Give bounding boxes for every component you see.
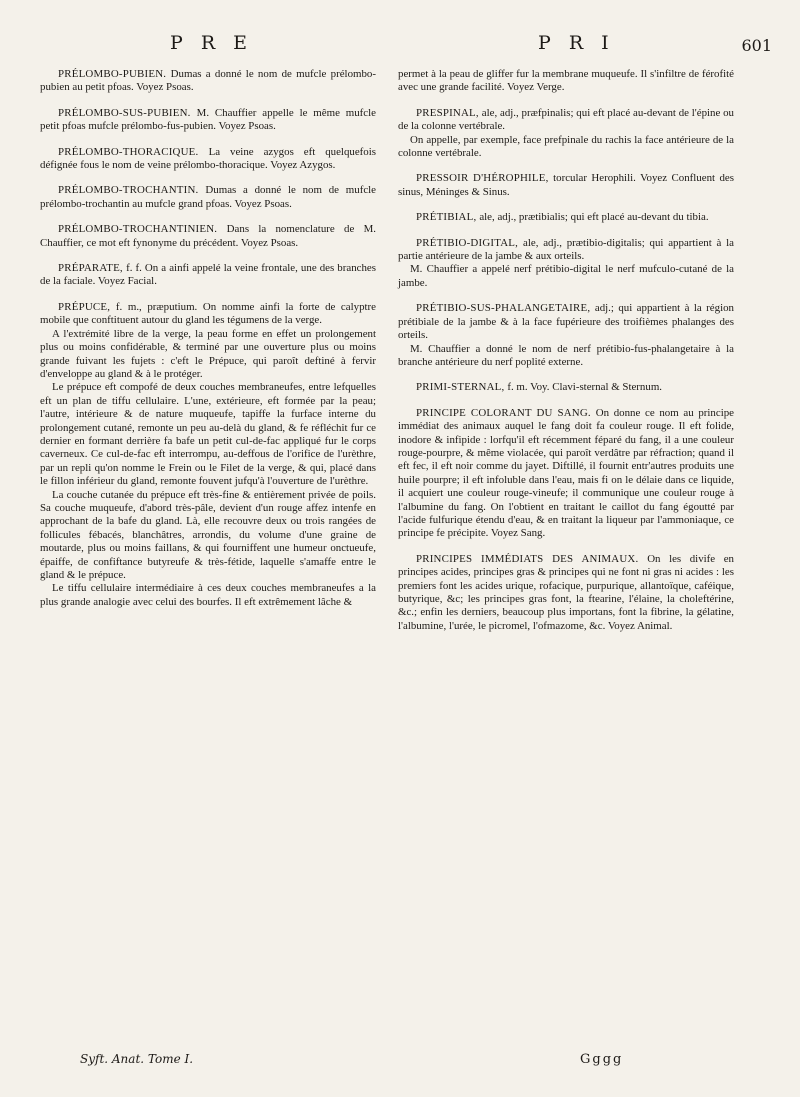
dictionary-entry (398, 237, 734, 291)
entry-text: ale, adj., præfpinalis; qui eft placé au-devant de l'épine ou de la colonne vertébrale. (398, 106, 734, 133)
entry-text: f. f. On a ainfi appelé la veine frontale, une des branches de la faciale. Voyez Facial. (40, 262, 377, 288)
left-column (40, 68, 376, 621)
entry-headword: PRÉLOMBO-SUS-PUBIEN. (58, 106, 197, 119)
entry-text: f. m. Voy. Clavi-sternal & Sternum. (507, 381, 663, 394)
entry-headword: PRÉPARATE, (58, 262, 127, 275)
entry-paragraph: M. Chauffier a donné le nom de nerf prétibio-fus-phalangetaire à la branche antérieure du nerf poplité externe. (398, 342, 734, 368)
entry-paragraph: M. Chauffier a appelé nerf prétibio-digital le nerf mufculo-cutané de la jambe. (398, 263, 734, 289)
entry-headword: PRÉLOMBO-TROCHANTIN. (58, 184, 206, 197)
entry-text: Dans la nomenclature de M. Chauffier, ce mot eft fynonyme du précédent. Voyez Psoas. (40, 223, 376, 249)
entry-paragraph: La couche cutanée du prépuce eft très-fine & entièrement privée de poils. Sa couche muqueufe, d'abord très-pâle, devient d'un rouge affez intenfe en approchant de la bafe du gland. Là, elle recouvre deux ou trois rangées de follicules fébacés, blanchâtres, arrondis, du volume d'une graine de moutarde, plus ou moins faillans, & qui fourniffent une humeur onctueufe, épaiffe, de confiftance butyreufe & très-fétide, laquelle s'amaffe entre le gland & le prépuce. (40, 488, 376, 581)
footer-sheet-mark: Gggg (580, 1052, 624, 1067)
entry-paragraph: Le prépuce eft compofé de deux couches membraneufes, entre lefquelles eft un plan de tiffu cellulaire. L'une, extérieure, eft formée par la peau; l'autre, intérieure & de nature muqueufe, tapiffe la furface interne du prolongement cutané, remonte un peu au-delà du gland, & fe réfléchit fur ce dernier en formant derrière fa bafe un petit cul-de-fac appliqué fur le corps caverneux. Ce cul-de-fac eft interrompu, au-deffous de l'orifice de l'urèthre, par un repli qu'on nomme le Frein ou le Filet de la verge, & qui, placé dans le fillon inférieur du gland, remonte fouvent jufqu'à l'ouverture de l'urèthre. (40, 381, 376, 488)
dictionary-entry (40, 184, 376, 211)
dictionary-entry (398, 68, 734, 95)
page-footer (60, 1052, 760, 1072)
dictionary-entry (398, 381, 734, 394)
entry-headword: PRÉPUCE, (58, 300, 116, 313)
dictionary-entry (40, 262, 376, 289)
entry-headword: PRINCIPES IMMÉDIATS DES ANIMAUX. (416, 552, 648, 565)
entry-text: Dumas a donné le nom de mufcle prélombo-pubien au petit pfoas. Voyez Psoas. (40, 68, 377, 94)
entry-headword: PRESPINAL, (416, 106, 482, 119)
entry-text: M. Chauffier appelle le même mufcle petit pfoas mufcle prélombo-fus-pubien. Voyez Psoas. (40, 106, 376, 133)
entry-headword: PRÉLOMBO-PUBIEN. (58, 68, 171, 80)
entry-text: On les divife en principes acides, principes gras & principes qui ne font ni gras ni acides : les premiers font les acides urique, rofacique, purpurique, allantoïque, caféique, butyrique, &c; les principes gras font, la ftearine, l'élaine, la choleftérine, &c.; enfin les derniers, beaucoup plus importans, font la fibrine, la gélatine, l'albumine, l'urée, le picromel, l'ofmazome, &c. Voyez Animal. (398, 552, 734, 632)
dictionary-entry (40, 68, 376, 95)
dictionary-entry (398, 553, 734, 633)
entry-paragraph: Le tiffu cellulaire intermédiaire à ces deux couches membraneufes a la plus grande analogie avec celui des bourfes. Il eft extrêmement lâche & (40, 582, 376, 608)
entry-text: ale, adj., prætibialis; qui eft placé au-devant du tibia. (479, 211, 709, 224)
footer-signature: Syft. Anat. Tome I. (80, 1052, 194, 1066)
dictionary-entry (40, 107, 376, 134)
page-number: 601 (741, 36, 772, 55)
entry-headword: PRÉLOMBO-THORACIQUE. (58, 145, 209, 158)
dictionary-entry (398, 302, 734, 369)
entry-text: La veine azygos eft quelquefois défignée fous le nom de veine prélombo-thoracique. Voyez Azygos. (40, 145, 377, 172)
running-header (60, 32, 772, 62)
dictionary-entry (398, 172, 734, 199)
entry-headword: PRÉTIBIO-DIGITAL, (416, 236, 524, 249)
entry-text: permet à la peau de gliffer fur la membrane muqueufe. Il s'infiltre de férofité avec une grande facilité. Voyez Verge. (398, 68, 734, 94)
entry-headword: PRIMI-STERNAL, (416, 381, 508, 394)
entry-text: adj.; qui appartient à la région prétibiale de la jambe & à la face fupérieure des troifièmes phalanges des orteils. (398, 302, 734, 342)
dictionary-entry (40, 301, 376, 609)
entry-text: torcular Herophili. Voyez Confluent des sinus, Méninges & Sinus. (398, 172, 734, 198)
entry-headword: PRÉTIBIAL, (416, 211, 480, 224)
entry-headword: PRÉLOMBO-TROCHANTINIEN. (58, 223, 227, 236)
entry-headword: PRINCIPE COLORANT DU SANG. (416, 406, 596, 419)
entry-paragraph: On appelle, par exemple, face prefpinale du rachis la face antérieure de la colonne vertébrale. (398, 133, 734, 160)
right-column (398, 68, 734, 645)
entry-text: Dumas a donné le nom de mufcle prélombo-trochantin au mufcle grand pfoas. Voyez Psoas. (40, 184, 377, 210)
entry-paragraph: A l'extrémité libre de la verge, la peau forme en effet un prolongement plus ou moins confidérable, & terminé par une ouverture plus ou moins grande fuivant les fujets : c'eft le Prépuce, qui paroît deftiné à fervir d'enveloppe au gland & à le protéger. (40, 327, 376, 380)
dictionary-entry (40, 223, 376, 250)
entry-headword: PRÉTIBIO-SUS-PHALANGETAIRE, (416, 302, 595, 315)
dictionary-entry (398, 211, 734, 224)
header-left: P R E (170, 32, 254, 54)
dictionary-entry (398, 407, 734, 541)
header-right: P R I (538, 32, 615, 54)
entry-text: ale, adj., prætibio-digitalis; qui appartient à la partie antérieure de la jambe & aux orteils. (398, 236, 734, 263)
dictionary-entry (398, 107, 734, 161)
dictionary-entry (40, 146, 376, 173)
entry-text: On donne ce nom au principe immédiat des animaux auquel le fang doit fa couleur rouge. Il eft folide, inodore & infipide : lorfqu'il eft récemment féparé du fang, il a une couleur rouge-pourpre, & même violacée, qui paroît verdâtre par réfraction; quand il eft fec, il eft noir comme du jayet. Diftillé, il fournit entr'autres produits une huile pourpre; il eft infoluble dans l'eau, mais fi on le délaie dans ce liquide, il acquiert une couleur rouge-vineufe; il communique une couleur rouge à l'albumine du fang. On l'obtient en traitant le caillot du fang égoutté par l'acide fulfurique étendu d'eau, & en traitant la liqueur par l'ammoniaque, ce principe fe précipite. Voyez Sang. (398, 406, 735, 540)
entry-text: f. m., præputium. On nomme ainfi la forte de calyptre mobile que conftituent autour du gland les tégumens de la verge. (40, 300, 377, 327)
entry-headword: PRESSOIR D'HÉROPHILE, (416, 172, 554, 185)
